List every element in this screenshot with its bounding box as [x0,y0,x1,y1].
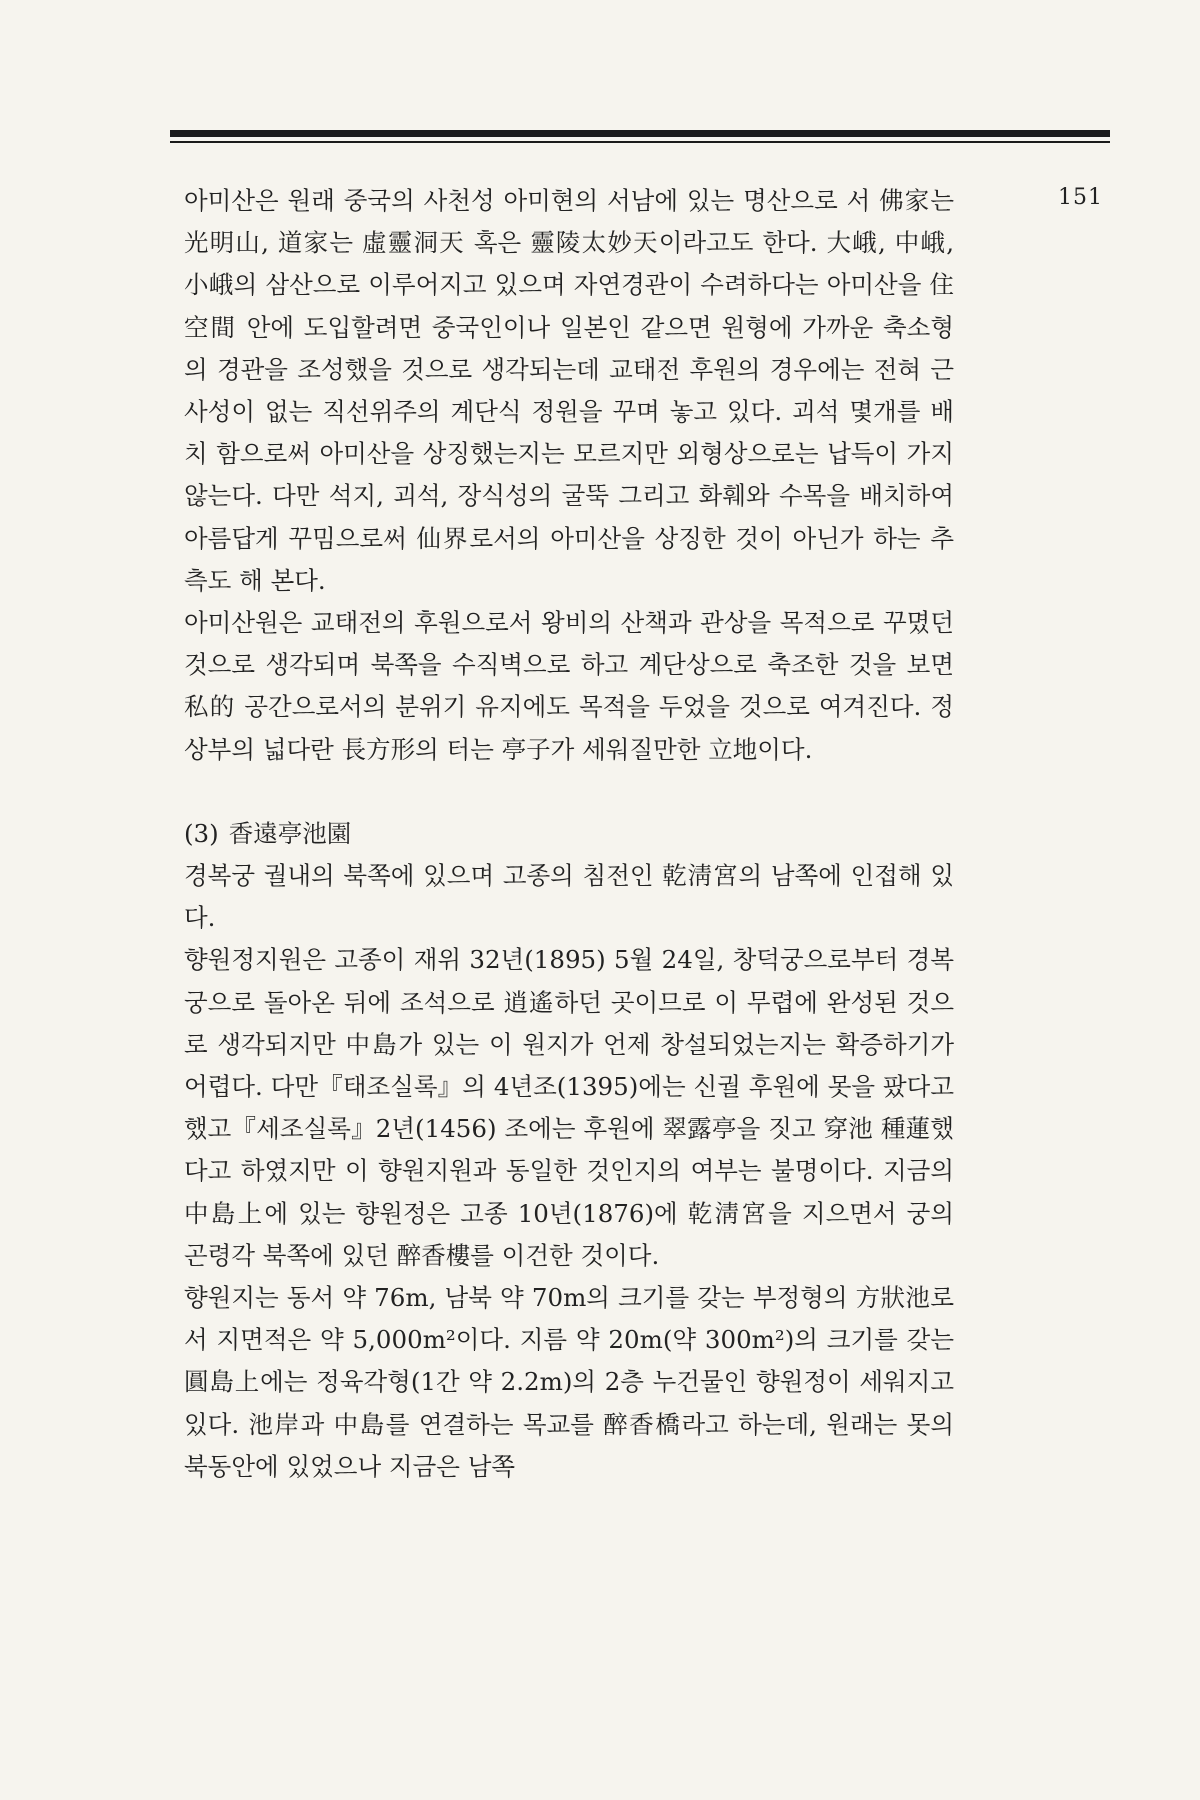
page-number: 151 [1058,185,1103,210]
paragraph-hyangwon-1: 경복궁 궐내의 북쪽에 있으며 고종의 침전인 乾淸宮의 남쪽에 인접해 있다. [184,861,954,933]
paragraph-hyangwon-2: 향원정지원은 고종이 재위 32년(1895) 5월 24일, 창덕궁으로부터 경복궁으로 돌아온 뒤에 조석으로 逍遙하던 곳이므로 이 무렵에 완성된 것으로 생각되지만 中島가 있는 이 원지가 언제 창설되었는지는 확증하기가 어렵다. 다만『태조실록』의 4년조(1395)에는 신궐 후원에 못을 팠다고 했고『세조실록』2년(1456) 조에는 후원에 翠露亭을 짓고 穿池 種蓮했다고 하였지만 이 향원지원과 동일한 것인지의 여부는 불명이다. 지금의 中島上에 있는 향원정은 고종 10년(1876)에 乾淸宮을 지으면서 궁의 곤령각 북쪽에 있던 醉香樓를 이건한 것이다. [184,945,954,1270]
section-number: (3) [184,818,219,848]
body-text [184,180,954,1488]
paragraph-hyangwon-3: 향원지는 동서 약 76m, 남북 약 70m의 크기를 갖는 부정형의 方狀池로서 지면적은 약 5,000m²이다. 지름 약 20m(약 300m²)의 크기를 갖는 圓島上에는 정육각형(1간 약 2.2m)의 2층 누건물인 향원정이 세워지고 있다. 池岸과 中島를 연결하는 목교를 醉香橋라고 하는데, 원래는 못의 북동안에 있었으나 지금은 남쪽 [184,1283,954,1481]
paragraph-amisan-1: 아미산은 원래 중국의 사천성 아미현의 서남에 있는 명산으로 서 佛家는 光明山, 道家는 虛靈洞天 혹은 靈陵太妙天이라고도 한다. 大峨, 中峨, 小峨의 삼산으로 이루어지고 있으며 자연경관이 수려하다는 아미산을 住空間 안에 도입할려면 중국인이나 일본인 같으면 원형에 가까운 축소형의 경관을 조성했을 것으로 생각되는데 교태전 후원의 경우에는 전혀 근사성이 없는 직선위주의 계단식 정원을 꾸며 놓고 있다. 괴석 몇개를 배치 함으로써 아미산을 상징했는지는 모르지만 외형상으로는 납득이 가지 않는다. 다만 석지, 괴석, 장식성의 굴뚝 그리고 화훼와 수목을 배치하여 아름답게 꾸밈으로써 仙界로서의 아미산을 상징한 것이 아닌가 하는 추측도 해 본다. [184,186,954,595]
header-rule-thick [170,130,1110,137]
section-heading [184,813,954,855]
header-rule-thin [170,141,1110,143]
section-title: 香遠亭池園 [228,818,352,848]
paragraph-amisan-2: 아미산원은 교태전의 후원으로서 왕비의 산책과 관상을 목적으로 꾸몄던 것으로 생각되며 북쪽을 수직벽으로 하고 계단상으로 축조한 것을 보면 私的 공간으로서의 분위기 유지에도 목적을 두었을 것으로 여겨진다. 정상부의 넓다란 長方形의 터는 亭子가 세워질만한 立地이다. [184,608,954,764]
